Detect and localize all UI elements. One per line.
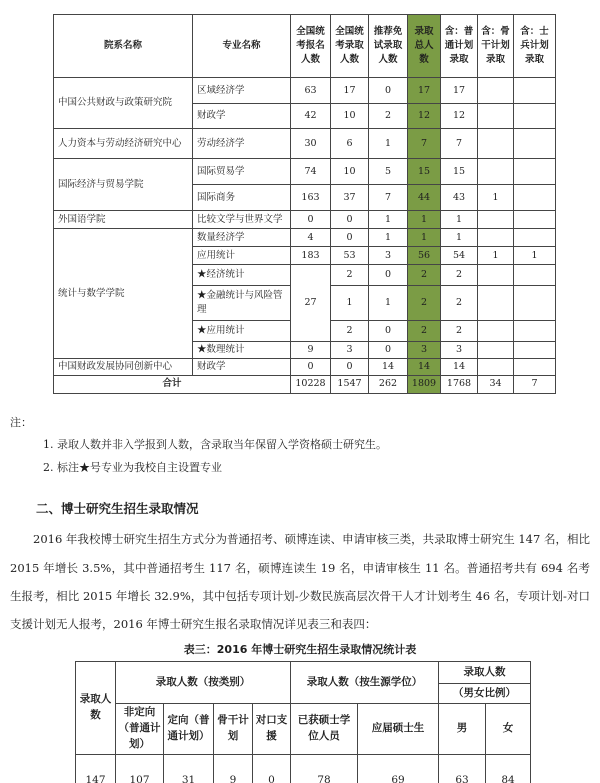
dept-cell: 人力资本与劳动经济研究中心: [54, 129, 193, 159]
value-cell: [478, 321, 514, 342]
major-cell: 区域经济学: [193, 78, 291, 104]
total-label-cell: 合计: [54, 375, 291, 393]
major-cell: 国际商务: [193, 185, 291, 211]
value-cell: 0: [253, 755, 291, 783]
value-cell: 0: [331, 229, 369, 247]
total-value-cell: 1: [408, 211, 441, 229]
value-cell: 17: [441, 78, 478, 104]
value-cell: 147: [76, 755, 116, 783]
note-item: 2. 标注★号专业为我校自主设置专业: [43, 460, 222, 474]
table-row: [54, 359, 556, 376]
table-row: [54, 229, 556, 247]
value-cell: 14: [441, 359, 478, 376]
value-cell: 10: [331, 159, 369, 185]
notes-section: [10, 412, 600, 480]
value-cell: 1: [441, 211, 478, 229]
value-cell: 1: [478, 185, 514, 211]
table3-caption: 表三：2016 年博士研究生招生录取情况统计表: [183, 643, 417, 657]
major-cell: 财政学: [193, 104, 291, 129]
total-value-cell: 56: [408, 247, 441, 265]
value-cell: [514, 104, 556, 129]
value-cell: 17: [331, 78, 369, 104]
value-cell: [478, 78, 514, 104]
total-value-cell: 1809: [408, 375, 441, 393]
major-cell: ★金融统计与风险管理: [193, 286, 291, 321]
value-cell: 14: [369, 359, 408, 376]
total-value-cell: 2: [408, 265, 441, 286]
value-cell: 0: [369, 342, 408, 359]
value-cell: 2: [331, 265, 369, 286]
value-cell: [514, 185, 556, 211]
header-soldier-plan: 含：士兵计划录取: [514, 15, 556, 78]
dept-cell: 中国财政发展协同创新中心: [54, 359, 193, 376]
dept-cell: 外国语学院: [54, 211, 193, 229]
value-cell: [478, 229, 514, 247]
value-cell: 74: [291, 159, 331, 185]
value-cell: 1: [369, 229, 408, 247]
section-paragraph: 2016 年我校博士研究生招生方式分为普通招考、硕博连读、申请审核三类，共录取博士研究生 147 名，相比 2015 年增长 3.5%，其中普通招考生 117 名，硕博连读生 19 名，申请审核生 11 名。普通招考共有 694 名考生报考，相比 2015 年增长 32.9%，其中包括专项计划-少数民族高层次骨干人才计划考生 46 名，专项计划-对口支援计划无人报考，2016 年博士研究生报名录取情况详见表三和表四：: [10, 532, 590, 631]
value-cell: 7: [514, 375, 556, 393]
value-cell: [514, 78, 556, 104]
value-cell: 34: [478, 375, 514, 393]
header-backbone-plan: 含：骨干计划录取: [478, 15, 514, 78]
value-cell: 53: [331, 247, 369, 265]
value-cell: 1547: [331, 375, 369, 393]
total-value-cell: 7: [408, 129, 441, 159]
value-cell: 69: [358, 755, 439, 783]
section-heading: 二、博士研究生招生录取情况: [36, 501, 199, 517]
table-header-row: [54, 15, 556, 78]
value-cell: 9: [214, 755, 253, 783]
subheader-male: 男: [439, 704, 486, 755]
value-cell: 43: [441, 185, 478, 211]
value-cell: 4: [291, 229, 331, 247]
value-cell: 2: [441, 321, 478, 342]
value-cell: [514, 211, 556, 229]
value-cell: [478, 104, 514, 129]
value-cell: 1: [478, 247, 514, 265]
value-cell: [478, 211, 514, 229]
header-exam-admitted: 全国统考录取人数: [331, 15, 369, 78]
total-value-cell: 1: [408, 229, 441, 247]
value-cell: 63: [439, 755, 486, 783]
value-cell: 0: [369, 78, 408, 104]
table-row: [54, 159, 556, 185]
value-cell: 0: [369, 321, 408, 342]
value-cell: 3: [331, 342, 369, 359]
value-cell: [514, 359, 556, 376]
value-cell: 12: [441, 104, 478, 129]
total-value-cell: 14: [408, 359, 441, 376]
value-cell: 1: [369, 129, 408, 159]
value-cell: [478, 265, 514, 286]
subheader-female: 女: [486, 704, 531, 755]
total-value-cell: 17: [408, 78, 441, 104]
value-cell: 1: [441, 229, 478, 247]
value-cell: 0: [369, 265, 408, 286]
value-cell: 1: [369, 211, 408, 229]
header-admitted-total: 录取人数: [76, 662, 116, 755]
dept-cell: 国际经济与贸易学院: [54, 159, 193, 211]
value-cell: 183: [291, 247, 331, 265]
value-cell: 10228: [291, 375, 331, 393]
value-cell: 2: [441, 286, 478, 321]
major-cell: 国际贸易学: [193, 159, 291, 185]
total-value-cell: 44: [408, 185, 441, 211]
value-cell: 163: [291, 185, 331, 211]
value-cell: 3: [441, 342, 478, 359]
header-group-gender-line2: （男女比例）: [439, 684, 531, 704]
value-cell: [478, 286, 514, 321]
total-row: [54, 375, 556, 393]
total-value-cell: 3: [408, 342, 441, 359]
value-cell: 1: [514, 247, 556, 265]
subheader-directed: 定向（普通计划）: [164, 704, 214, 755]
header-group-gender-line1: 录取人数: [439, 662, 531, 684]
header-major: 专业名称: [193, 15, 291, 78]
value-cell: 0: [331, 211, 369, 229]
value-cell: 3: [369, 247, 408, 265]
value-cell: 7: [441, 129, 478, 159]
subheader-has-masters: 已获硕士学位人员: [291, 704, 358, 755]
table-header-row: [76, 662, 531, 684]
major-cell: 财政学: [193, 359, 291, 376]
value-cell: 0: [331, 359, 369, 376]
major-cell: ★经济统计: [193, 265, 291, 286]
value-cell: 2: [369, 104, 408, 129]
subheader-backbone-plan: 骨干计划: [214, 704, 253, 755]
value-cell: 1: [331, 286, 369, 321]
value-cell: 262: [369, 375, 408, 393]
value-cell: 30: [291, 129, 331, 159]
data-row: [76, 755, 531, 783]
total-value-cell: 2: [408, 321, 441, 342]
value-cell: 37: [331, 185, 369, 211]
header-group-by-degree: 录取人数（按生源学位）: [291, 662, 439, 704]
value-cell: 2: [441, 265, 478, 286]
value-cell: 78: [291, 755, 358, 783]
value-cell: 84: [486, 755, 531, 783]
note-item: 1. 录取人数并非入学报到人数，含录取当年保留入学资格硕士研究生。: [43, 438, 387, 452]
value-cell: 42: [291, 104, 331, 129]
table-subheader-row: [76, 704, 531, 755]
dept-cell: 统计与数学学院: [54, 229, 193, 359]
value-cell: [514, 129, 556, 159]
header-dept: 院系名称: [54, 15, 193, 78]
header-group-by-category: 录取人数（按类别）: [116, 662, 291, 704]
value-cell: [478, 129, 514, 159]
value-cell: 107: [116, 755, 164, 783]
value-cell: [478, 159, 514, 185]
value-cell: 6: [331, 129, 369, 159]
value-cell: [514, 159, 556, 185]
total-value-cell: 12: [408, 104, 441, 129]
merged-applicants-cell: 27: [291, 265, 331, 342]
subheader-nondirected: 非定向（普通计划）: [116, 704, 164, 755]
header-total-admitted: 录取总人数: [408, 15, 441, 78]
table-row: [54, 211, 556, 229]
value-cell: 31: [164, 755, 214, 783]
header-exam-applicants: 全国统考报名人数: [291, 15, 331, 78]
value-cell: 1: [369, 286, 408, 321]
value-cell: [514, 286, 556, 321]
value-cell: [478, 359, 514, 376]
major-cell: ★应用统计: [193, 321, 291, 342]
value-cell: [514, 342, 556, 359]
value-cell: [514, 265, 556, 286]
subheader-fresh-masters: 应届硕士生: [358, 704, 439, 755]
dept-cell: 中国公共财政与政策研究院: [54, 78, 193, 129]
value-cell: [514, 229, 556, 247]
value-cell: [514, 321, 556, 342]
value-cell: 54: [441, 247, 478, 265]
value-cell: 0: [291, 211, 331, 229]
value-cell: 0: [291, 359, 331, 376]
value-cell: 7: [369, 185, 408, 211]
major-cell: 比较文学与世界文学: [193, 211, 291, 229]
value-cell: [478, 342, 514, 359]
major-cell: 数量经济学: [193, 229, 291, 247]
value-cell: 9: [291, 342, 331, 359]
value-cell: 63: [291, 78, 331, 104]
total-value-cell: 2: [408, 286, 441, 321]
header-exempt-admitted: 推荐免试录取人数: [369, 15, 408, 78]
table-row: [54, 78, 556, 104]
value-cell: 2: [331, 321, 369, 342]
doctoral-admissions-table: [75, 661, 531, 783]
major-cell: 应用统计: [193, 247, 291, 265]
value-cell: 1768: [441, 375, 478, 393]
major-cell: ★数理统计: [193, 342, 291, 359]
major-cell: 劳动经济学: [193, 129, 291, 159]
header-regular-plan: 含：普通计划录取: [441, 15, 478, 78]
total-value-cell: 15: [408, 159, 441, 185]
subheader-support-plan: 对口支援: [253, 704, 291, 755]
value-cell: 10: [331, 104, 369, 129]
table-row: [54, 129, 556, 159]
master-admissions-table: [53, 14, 556, 394]
notes-label: 注：: [10, 415, 32, 429]
value-cell: 5: [369, 159, 408, 185]
value-cell: 15: [441, 159, 478, 185]
